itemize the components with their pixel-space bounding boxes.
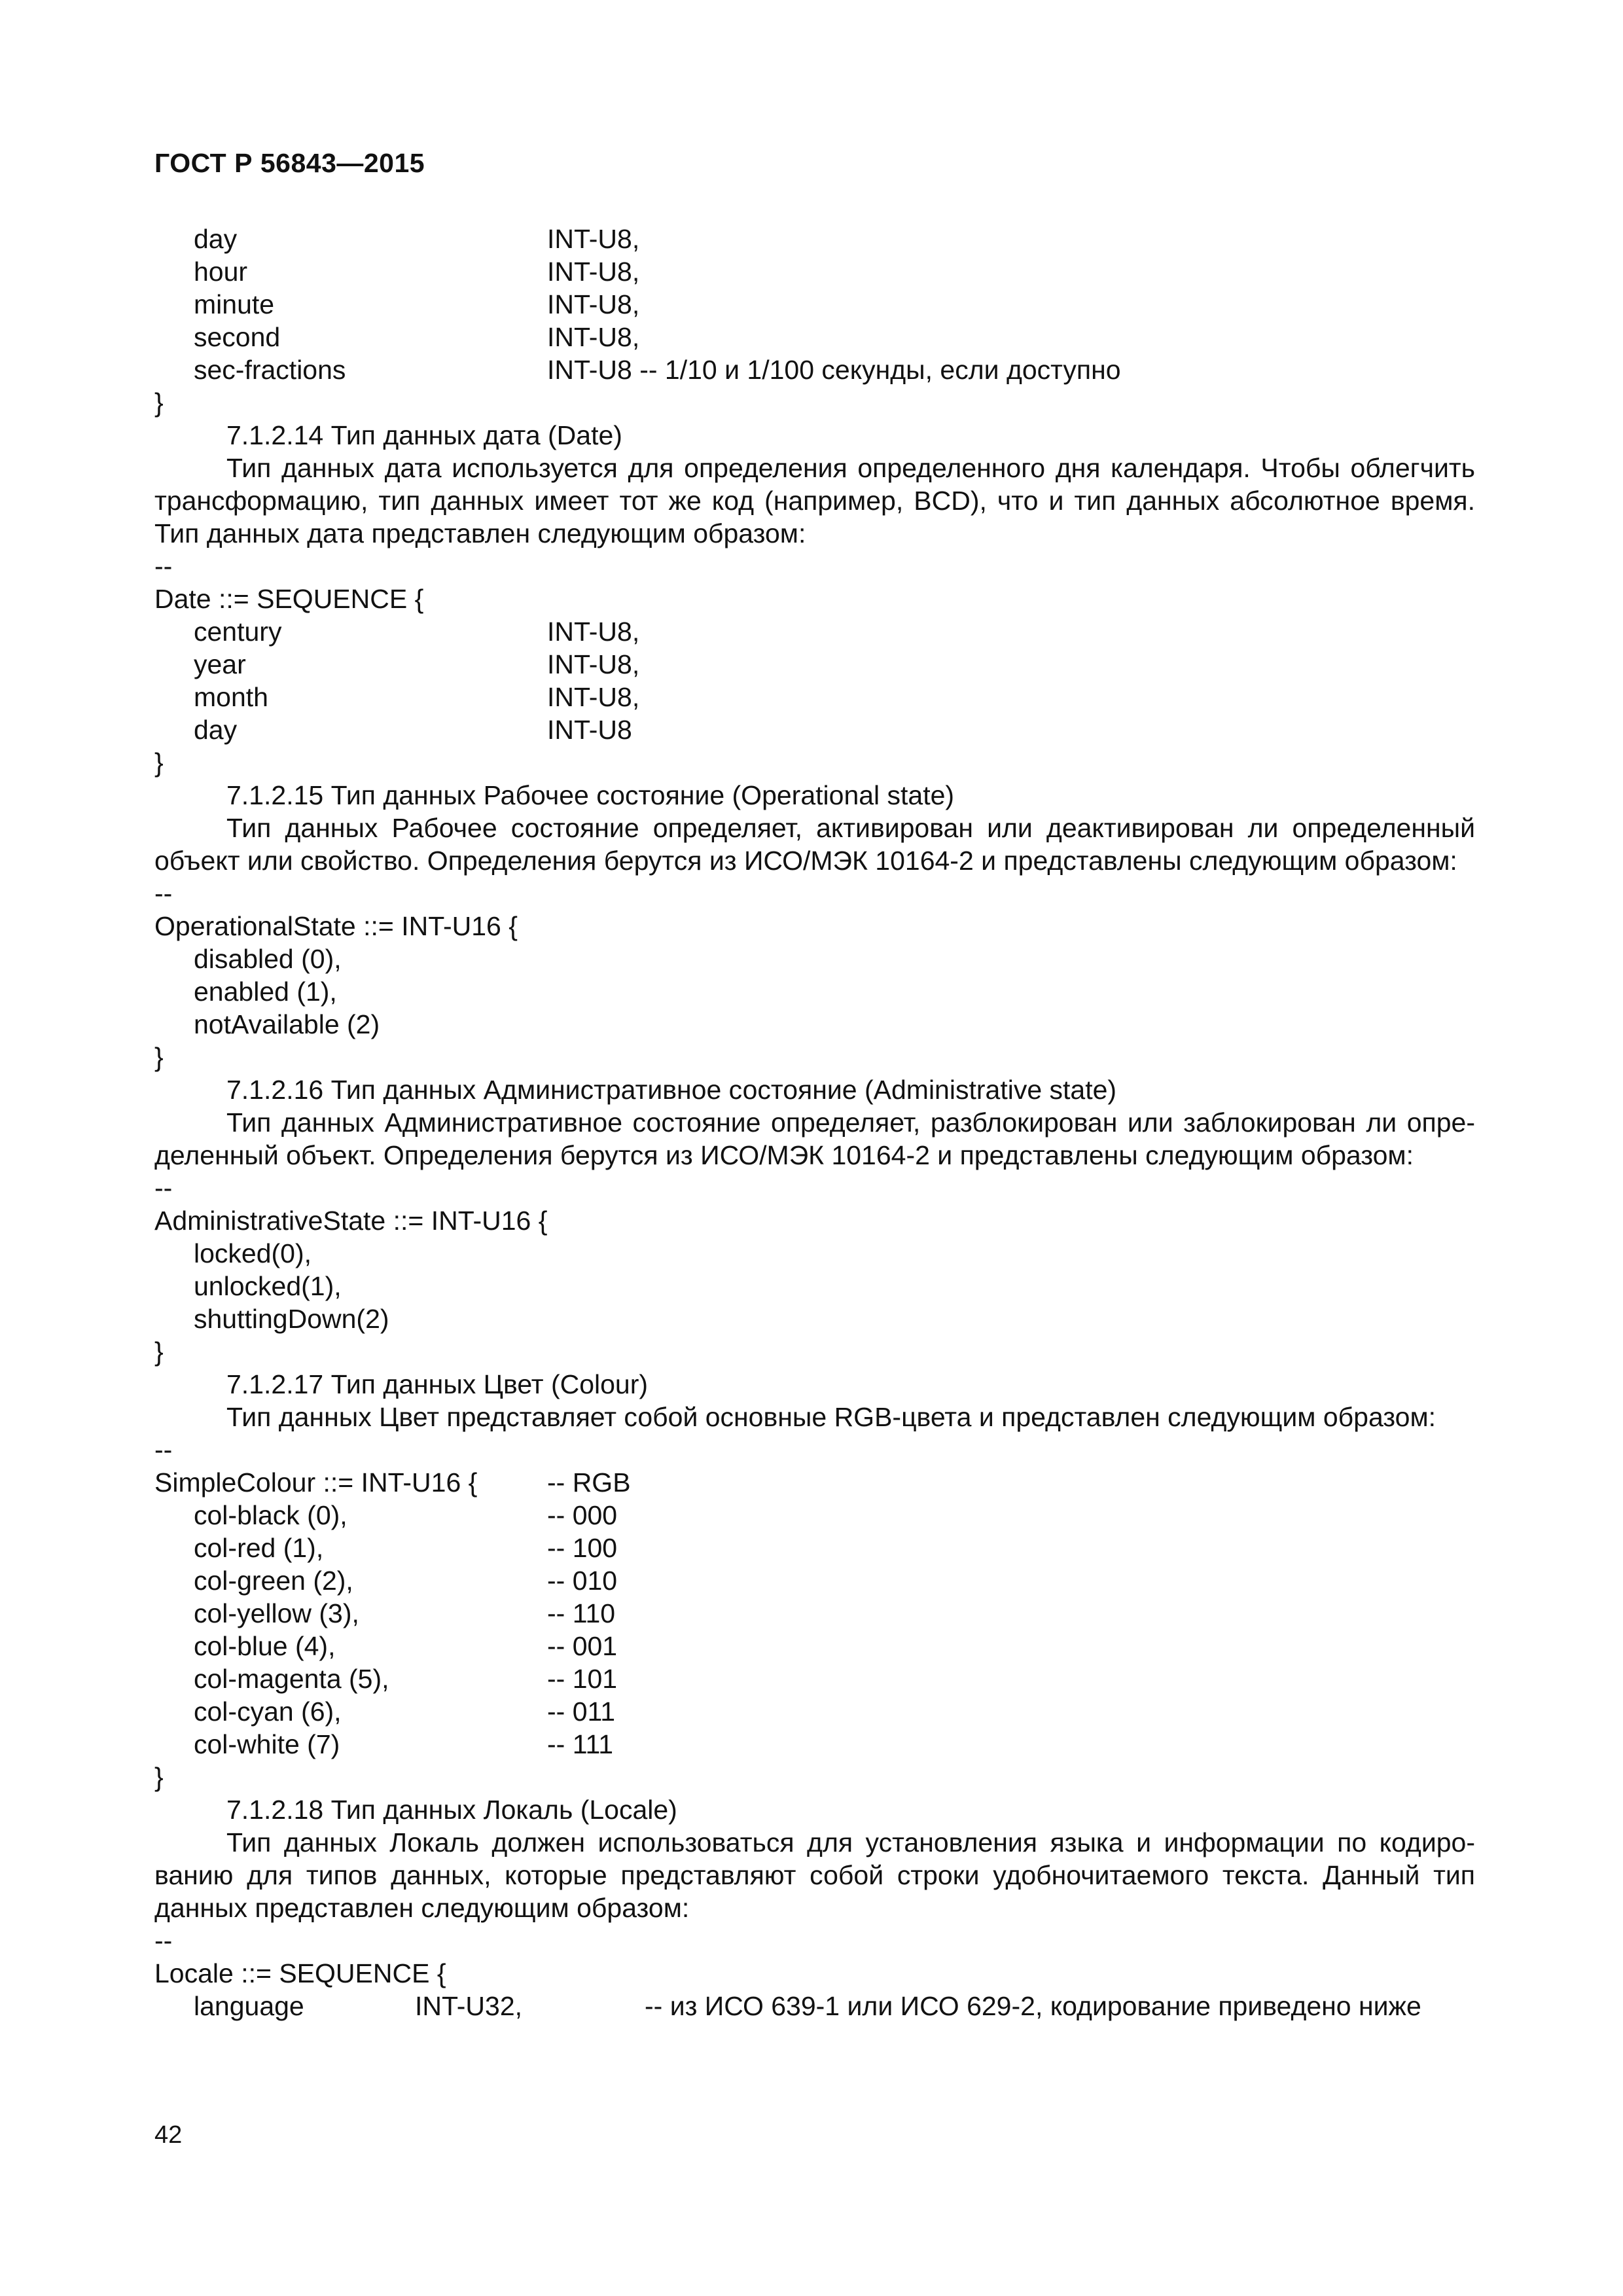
code-field: day INT-U8: [194, 715, 632, 745]
code-field: century INT-U8,: [194, 617, 640, 647]
code-field: hour INT-U8,: [194, 257, 640, 287]
code-field: year INT-U8,: [194, 649, 640, 679]
code-dash: --: [154, 551, 173, 581]
code-declaration: OperationalState ::= INT-U16 {: [154, 911, 518, 941]
section-heading-date: 7.1.2.14 Тип данных дата (Date): [226, 420, 622, 450]
page-number: 42: [154, 2121, 183, 2149]
code-dash: --: [154, 1435, 173, 1465]
code-close-brace: }: [154, 1042, 164, 1072]
code-declaration: AdministrativeState ::= INT-U16 {: [154, 1206, 548, 1236]
code-declaration: Date ::= SEQUENCE {: [154, 584, 424, 614]
code-enum-item: col-magenta (5), -- 101: [194, 1664, 618, 1694]
code-close-brace: }: [154, 1336, 164, 1367]
code-enum-item: shuttingDown(2): [194, 1304, 389, 1334]
section-heading-operational-state: 7.1.2.15 Тип данных Рабочее состояние (Operational state): [226, 780, 955, 810]
document-body: [154, 223, 1475, 2022]
code-enum-item: col-black (0), -- 000: [194, 1500, 618, 1530]
code-enum-item: notAvailable (2): [194, 1009, 380, 1039]
paragraph-operational-state: Тип данных Рабочее состояние определяет, активирован или деактивирован ли определенный объект или свойство. Определения берутся из ИСО/МЭК 10164-2 и представлены следующим образом:: [154, 813, 1475, 876]
code-field: minute INT-U8,: [194, 289, 640, 319]
code-field: sec-fractions INT-U8 -- 1/10 и 1/100 секунды, если доступно: [194, 355, 1121, 385]
code-enum-item: col-red (1), -- 100: [194, 1533, 618, 1563]
code-declaration: SimpleColour ::= INT-U16 { -- RGB: [154, 1467, 631, 1498]
paragraph-administrative-state: Тип данных Административное состояние определяет, разблокирован или заблокирован ли опре-деленный объект. Определения берутся из ИСО/МЭК 10164-2 и представлены следующим образом:: [154, 1107, 1475, 1170]
code-dash: --: [154, 878, 173, 908]
code-enum-item: col-blue (4), -- 001: [194, 1631, 618, 1661]
section-heading-colour: 7.1.2.17 Тип данных Цвет (Colour): [226, 1369, 649, 1399]
code-enum-item: col-yellow (3), -- 110: [194, 1598, 616, 1628]
code-enum-item: disabled (0),: [194, 944, 342, 974]
code-close-brace: }: [154, 387, 164, 418]
document-header: ГОСТ Р 56843—2015: [154, 148, 425, 178]
section-heading-administrative-state: 7.1.2.16 Тип данных Административное состояние (Administrative state): [226, 1075, 1117, 1105]
section-heading-locale: 7.1.2.18 Тип данных Локаль (Locale): [226, 1795, 677, 1825]
paragraph-date: Тип данных дата используется для определения определенного дня календаря. Чтобы облегчить трансформацию, тип данных имеет тот же код (например, BCD), что и тип данных абсолютное время. Тип данных дата представлен следующим образом:: [154, 453, 1475, 548]
code-field: second INT-U8,: [194, 322, 640, 352]
paragraph-locale: Тип данных Локаль должен использоваться для установления языка и информации по кодиро-ванию для типов данных, которые представляют собой строки удобночитаемого текста. Данный тип данных представлен следующим образом:: [154, 1827, 1475, 1923]
code-dash: --: [154, 1926, 173, 1956]
code-field: language INT-U32, -- из ИСО 639-1 или ИСО 629-2, кодирование приведено ниже: [194, 1991, 1421, 2021]
code-enum-item: locked(0),: [194, 1238, 312, 1268]
code-dash: --: [154, 1173, 173, 1203]
code-field: day INT-U8,: [194, 224, 640, 254]
code-close-brace: }: [154, 1762, 164, 1792]
paragraph-colour: Тип данных Цвет представляет собой основные RGB-цвета и представлен следующим образом:: [226, 1402, 1436, 1432]
code-close-brace: }: [154, 747, 164, 778]
code-enum-item: enabled (1),: [194, 977, 337, 1007]
code-declaration: Locale ::= SEQUENCE {: [154, 1958, 446, 1988]
code-enum-item: unlocked(1),: [194, 1271, 342, 1301]
code-enum-item: col-white (7) -- 111: [194, 1729, 614, 1759]
code-enum-item: col-cyan (6), -- 011: [194, 1696, 616, 1727]
code-enum-item: col-green (2), -- 010: [194, 1566, 618, 1596]
code-field: month INT-U8,: [194, 682, 640, 712]
